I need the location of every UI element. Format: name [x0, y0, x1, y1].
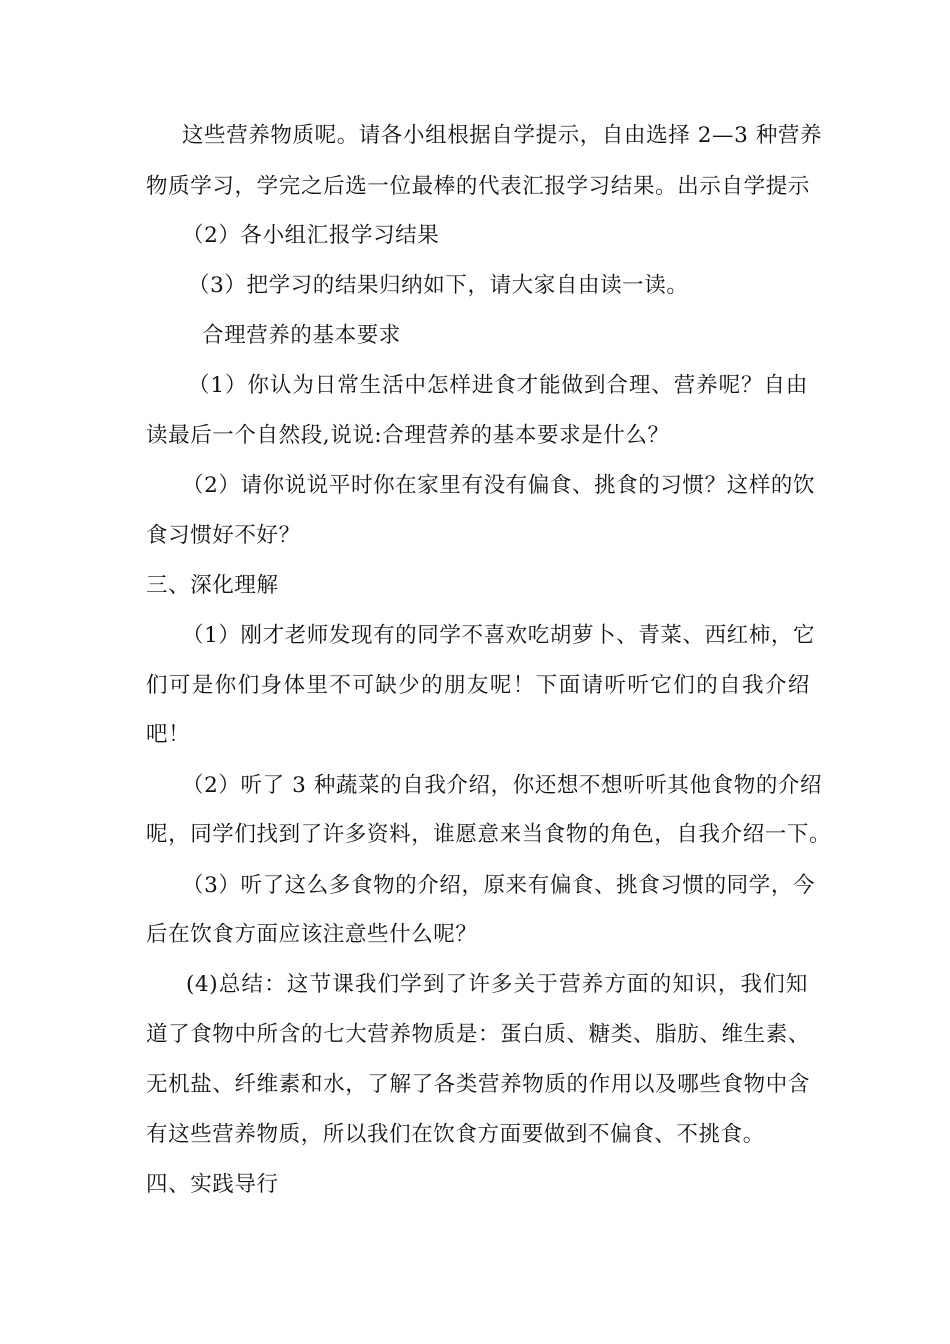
text-line: （2）各小组汇报学习结果 [182, 223, 440, 248]
section-heading: 三、深化理解 [146, 573, 279, 598]
text-line: 后在饮食方面应该注意些什么呢？ [146, 922, 478, 947]
text-line: 有这些营养物质，所以我们在饮食方面要做到不偏食、不挑食。 [146, 1122, 765, 1147]
text-line: 道了食物中所含的七大营养物质是：蛋白质、糖类、脂肪、维生素、 [146, 1022, 810, 1047]
text-line: 们可是你们身体里不可缺少的朋友呢！下面请听听它们的自我介绍 [146, 673, 810, 698]
text-line: 呢，同学们找到了许多资料，谁愿意来当食物的角色，自我介绍一下。 [146, 822, 832, 847]
text-line: 食习惯好不好？ [146, 523, 301, 548]
text-line: 读最后一个自然段,说说:合理营养的基本要求是什么？ [146, 423, 670, 448]
text-line: 物质学习，学完之后选一位最棒的代表汇报学习结果。出示自学提示 [146, 174, 810, 199]
text-line: （1）你认为日常生活中怎样进食才能做到合理、营养呢？自由 [188, 373, 808, 398]
text-line: (4)总结：这节课我们学到了许多关于营养方面的知识，我们知 [186, 972, 808, 997]
text-line: （2）听了 3 种蔬菜的自我介绍，你还想不想听听其他食物的介绍 [182, 773, 823, 798]
text-line: （2）请你说说平时你在家里有没有偏食、挑食的习惯？这样的饮 [182, 473, 816, 498]
text-line: （3）把学习的结果归纳如下，请大家自由读一读。 [188, 273, 689, 298]
section-heading: 四、实践导行 [146, 1172, 279, 1197]
text-line: （3）听了这么多食物的介绍，原来有偏食、挑食习惯的同学，今 [182, 873, 816, 898]
text-line: 无机盐、纤维素和水，了解了各类营养物质的作用以及哪些食物中含 [146, 1072, 810, 1097]
text-line: （1）刚才老师发现有的同学不喜欢吃胡萝卜、青菜、西红柿，它 [182, 623, 816, 648]
text-line: 这些营养物质呢。请各小组根据自学提示，自由选择 2—3 种营养 [182, 123, 823, 148]
text-line: 吧！ [146, 722, 191, 747]
section-subtitle: 合理营养的基本要求 [202, 323, 401, 348]
